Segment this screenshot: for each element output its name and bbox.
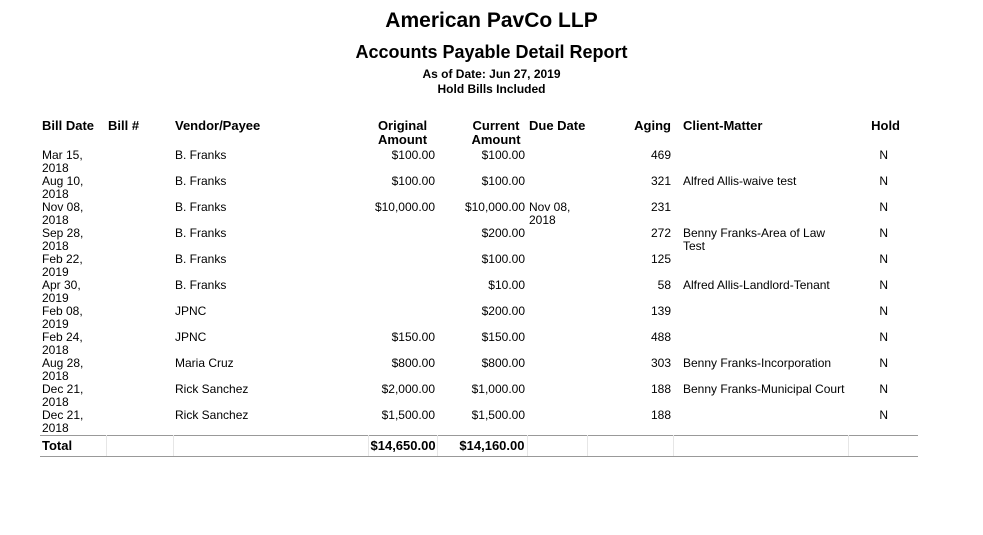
cell-due-date xyxy=(527,383,587,409)
cell-due-date xyxy=(527,175,587,201)
table-row xyxy=(40,305,918,331)
cell-current-amount: $800.00 xyxy=(481,356,525,370)
table-row xyxy=(40,279,918,305)
cell-due-date xyxy=(527,331,587,357)
cell-bill-number xyxy=(106,331,173,357)
cell-current-amount: $100.00 xyxy=(481,148,525,162)
cell-bill-date: Nov 08, 2018 xyxy=(42,200,84,227)
cell-due-date xyxy=(527,305,587,331)
cell-vendor: Rick Sanchez xyxy=(175,382,249,396)
cell-original-amount xyxy=(368,279,437,305)
cell-client-matter: Benny Franks-Municipal Court xyxy=(683,382,845,396)
cell-current-amount: $10,000.00 xyxy=(464,200,525,214)
cell-bill-date: Dec 21, 2018 xyxy=(42,382,84,409)
cell-bill-number xyxy=(106,357,173,383)
cell-client-matter: Benny Franks-Area of Law Test xyxy=(683,226,826,253)
cell-vendor: B. Franks xyxy=(175,278,227,292)
cell-client-matter: Benny Franks-Incorporation xyxy=(683,356,832,370)
cell-vendor: B. Franks xyxy=(175,148,227,162)
cell-due-date: Nov 08, 2018 xyxy=(529,200,571,227)
cell-hold: N xyxy=(879,226,888,240)
cell-current-amount: $1,000.00 xyxy=(471,382,525,396)
col-hold: Hold xyxy=(871,118,900,133)
cell-vendor: Rick Sanchez xyxy=(175,408,249,422)
cell-hold: N xyxy=(879,330,888,344)
cell-hold: N xyxy=(879,356,888,370)
cell-due-date xyxy=(527,409,587,436)
table-row xyxy=(40,383,918,409)
cell-bill-date: Aug 28, 2018 xyxy=(42,356,84,383)
cell-client-matter xyxy=(673,409,848,436)
cell-vendor: B. Franks xyxy=(175,252,227,266)
total-blank xyxy=(673,436,848,457)
table-row xyxy=(40,357,918,383)
table-row xyxy=(40,227,918,253)
cell-bill-number xyxy=(106,383,173,409)
cell-original-amount xyxy=(368,253,437,279)
cell-hold: N xyxy=(879,304,888,318)
cell-aging: 58 xyxy=(657,278,671,292)
cell-bill-number xyxy=(106,279,173,305)
cell-client-matter xyxy=(673,201,848,227)
cell-aging: 469 xyxy=(650,148,671,162)
cell-vendor: B. Franks xyxy=(175,174,227,188)
as-of-date: As of Date: Jun 27, 2019 xyxy=(422,67,561,81)
cell-bill-number xyxy=(106,175,173,201)
firm-name: American PavCo LLP xyxy=(385,9,598,32)
table-row xyxy=(40,149,918,175)
cell-aging: 303 xyxy=(650,356,671,370)
cell-hold: N xyxy=(879,278,888,292)
cell-aging: 125 xyxy=(650,252,671,266)
col-current-amount: Current Amount xyxy=(471,118,521,147)
cell-due-date xyxy=(527,253,587,279)
cell-bill-date: Feb 08, 2019 xyxy=(42,304,83,331)
cell-bill-date: Aug 10, 2018 xyxy=(42,174,84,201)
table-row xyxy=(40,409,918,436)
cell-client-matter xyxy=(673,149,848,175)
cell-original-amount: $100.00 xyxy=(391,174,435,188)
total-original-amount: $14,650.00 xyxy=(368,436,437,457)
total-blank xyxy=(848,436,918,457)
cell-aging: 188 xyxy=(650,382,671,396)
cell-original-amount: $1,500.00 xyxy=(381,408,435,422)
cell-due-date xyxy=(527,149,587,175)
cell-original-amount xyxy=(368,227,437,253)
cell-aging: 488 xyxy=(650,330,671,344)
cell-aging: 139 xyxy=(650,304,671,318)
cell-hold: N xyxy=(879,382,888,396)
cell-vendor: JPNC xyxy=(175,304,207,318)
cell-current-amount: $200.00 xyxy=(481,226,525,240)
total-label: Total xyxy=(40,436,106,457)
cell-bill-number xyxy=(106,253,173,279)
total-row xyxy=(40,436,918,457)
col-original-amount: Original Amount xyxy=(377,118,428,147)
cell-due-date xyxy=(527,227,587,253)
cell-client-matter xyxy=(673,253,848,279)
cell-bill-date: Apr 30, 2019 xyxy=(42,278,81,305)
table-header-row xyxy=(40,119,918,149)
cell-client-matter: Alfred Allis-waive test xyxy=(683,174,797,188)
cell-client-matter xyxy=(673,331,848,357)
cell-bill-number xyxy=(106,149,173,175)
cell-current-amount: $200.00 xyxy=(481,304,525,318)
report-title: Accounts Payable Detail Report xyxy=(355,42,628,62)
cell-aging: 272 xyxy=(650,226,671,240)
cell-bill-number xyxy=(106,305,173,331)
cell-hold: N xyxy=(879,408,888,422)
cell-vendor: Maria Cruz xyxy=(175,356,234,370)
cell-current-amount: $1,500.00 xyxy=(471,408,525,422)
total-blank xyxy=(527,436,587,457)
cell-bill-number xyxy=(106,201,173,227)
cell-hold: N xyxy=(879,252,888,266)
cell-client-matter: Alfred Allis-Landlord-Tenant xyxy=(683,278,830,292)
cell-vendor: B. Franks xyxy=(175,226,227,240)
cell-vendor: JPNC xyxy=(175,330,207,344)
cell-bill-date: Mar 15, 2018 xyxy=(42,148,83,175)
cell-due-date xyxy=(527,357,587,383)
cell-bill-number xyxy=(106,409,173,436)
cell-original-amount: $100.00 xyxy=(391,148,435,162)
cell-aging: 188 xyxy=(650,408,671,422)
total-blank xyxy=(587,436,673,457)
cell-vendor: B. Franks xyxy=(175,200,227,214)
cell-aging: 321 xyxy=(650,174,671,188)
cell-aging: 231 xyxy=(650,200,671,214)
hold-bills-note: Hold Bills Included xyxy=(437,82,546,96)
cell-hold: N xyxy=(879,174,888,188)
total-blank xyxy=(106,436,173,457)
col-due-date: Due Date xyxy=(529,118,586,133)
cell-current-amount: $10.00 xyxy=(488,278,525,292)
cell-client-matter xyxy=(673,305,848,331)
cell-bill-date: Dec 21, 2018 xyxy=(42,408,84,435)
col-vendor: Vendor/Payee xyxy=(175,118,261,133)
cell-original-amount: $2,000.00 xyxy=(381,382,435,396)
cell-due-date xyxy=(527,279,587,305)
table-row xyxy=(40,331,918,357)
cell-hold: N xyxy=(879,200,888,214)
cell-current-amount: $100.00 xyxy=(481,252,525,266)
cell-bill-date: Sep 28, 2018 xyxy=(42,226,84,253)
cell-bill-date: Feb 24, 2018 xyxy=(42,330,83,357)
col-client-matter: Client-Matter xyxy=(683,118,763,133)
col-bill-number: Bill # xyxy=(108,118,140,133)
col-bill-date: Bill Date xyxy=(42,118,95,133)
cell-bill-number xyxy=(106,227,173,253)
total-blank xyxy=(173,436,368,457)
table-row xyxy=(40,201,918,227)
cell-original-amount: $800.00 xyxy=(391,356,435,370)
cell-hold: N xyxy=(879,148,888,162)
col-aging: Aging xyxy=(634,118,671,133)
cell-original-amount xyxy=(368,305,437,331)
ap-detail-table xyxy=(40,119,918,457)
cell-current-amount: $100.00 xyxy=(481,174,525,188)
cell-original-amount: $10,000.00 xyxy=(374,200,435,214)
cell-bill-date: Feb 22, 2019 xyxy=(42,252,83,279)
cell-original-amount: $150.00 xyxy=(391,330,435,344)
table-row xyxy=(40,253,918,279)
total-current-amount: $14,160.00 xyxy=(437,436,527,457)
cell-current-amount: $150.00 xyxy=(481,330,525,344)
table-row xyxy=(40,175,918,201)
